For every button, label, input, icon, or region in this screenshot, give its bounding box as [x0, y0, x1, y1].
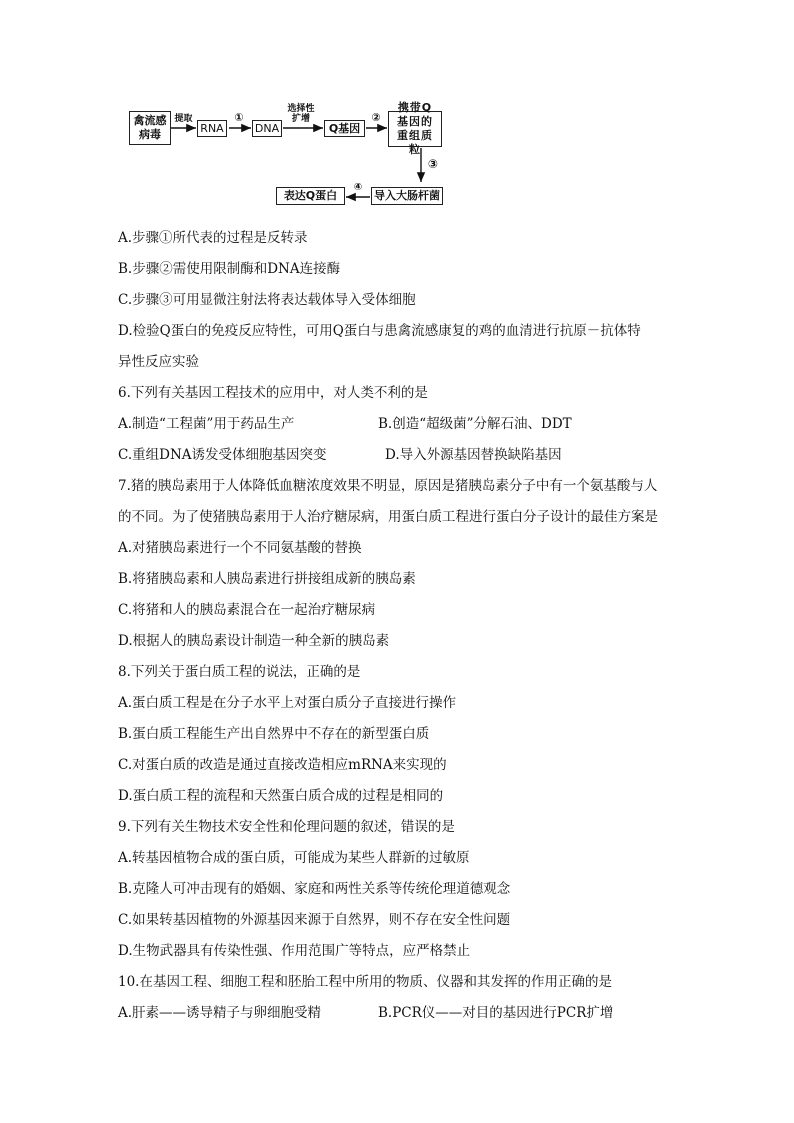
q8-option-d: D.蛋白质工程的流程和天然蛋白质合成的过程是相同的 [118, 788, 444, 804]
q10-option-b: B.PCR仪——对目的基因进行PCR扩增 [378, 1005, 614, 1021]
q10-stem: 10.在基因工程、细胞工程和胚胎工程中所用的物质、仪器和其发挥的作用正确的是 [118, 974, 612, 990]
q10-option-a: A.肝素——诱导精子与卵细胞受精 [118, 1005, 322, 1021]
q7-option-a: A.对猪胰岛素进行一个不同氨基酸的替换 [118, 540, 362, 556]
box-q-gene: Q基因 [324, 120, 365, 137]
label-step4: ④ [353, 182, 363, 193]
label-step1: ① [234, 111, 244, 124]
q9-option-a: A.转基因植物合成的蛋白质，可能成为某些人群新的过敏原 [118, 850, 470, 866]
q5-option-a: A.步骤①所代表的过程是反转录 [118, 230, 308, 246]
label-extract: 提取 [174, 114, 193, 124]
q8-option-b: B.蛋白质工程能生产出自然界中不存在的新型蛋白质 [118, 726, 430, 742]
label-step2: ② [371, 111, 381, 124]
q6-stem: 6.下列有关基因工程技术的应用中，对人类不利的是 [118, 385, 428, 401]
q5-option-d: D.检验Q蛋白的免疫反应特性，可用Q蛋白与患禽流感康复的鸡的血清进行抗原－抗体特 [118, 323, 641, 339]
q9-option-c: C.如果转基因植物的外源基因来源于自然界，则不存在安全性问题 [118, 912, 511, 928]
box-express: 表达Q蛋白 [276, 187, 345, 205]
box-virus: 禽流感病毒 [129, 111, 171, 145]
label-step3: ③ [427, 157, 439, 171]
box-plasmid: 携带Q基因的重组质粒 [388, 111, 442, 147]
q9-stem: 9.下列有关生物技术安全性和伦理问题的叙述，错误的是 [118, 819, 455, 835]
q8-stem: 8.下列关于蛋白质工程的说法，正确的是 [118, 664, 361, 680]
q7-option-d: D.根据人的胰岛素设计制造一种全新的胰岛素 [118, 633, 390, 649]
box-rna: RNA [197, 120, 227, 137]
q7-option-c: C.将猪和人的胰岛素混合在一起治疗糖尿病 [118, 602, 376, 618]
q5-option-c: C.步骤③可用显微注射法将表达载体导入受体细胞 [118, 292, 416, 308]
q7-stem: 7.猪的胰岛素用于人体降低血糖浓度效果不明显，原因是猪胰岛素分子中有一个氨基酸与人 [118, 478, 658, 494]
q7-option-b: B.将猪胰岛素和人胰岛素进行拼接组成新的胰岛素 [118, 571, 416, 587]
q8-option-c: C.对蛋白质的改造是通过直接改造相应mRNA来实现的 [118, 757, 447, 773]
q9-option-d: D.生物武器具有传染性强、作用范围广等特点，应严格禁止 [118, 943, 471, 959]
q5-option-d-cont: 异性反应实验 [118, 354, 199, 370]
q6-option-b: B.创造“超级菌”分解石油、DDT [378, 416, 572, 432]
flow-diagram [0, 0, 794, 220]
q6-option-c: C.重组DNA诱发受体细胞基因突变 [118, 447, 327, 463]
label-amplify: 选择性扩增 [287, 104, 315, 124]
q8-option-a: A.蛋白质工程是在分子水平上对蛋白质分子直接进行操作 [118, 695, 457, 711]
q7-stem-cont: 的不同。为了使猪胰岛素用于人治疗糖尿病，用蛋白质工程进行蛋白分子设计的最佳方案是 [118, 509, 658, 525]
q5-option-b: B.步骤②需使用限制酶和DNA连接酶 [118, 261, 341, 277]
q6-option-a: A.制造“工程菌”用于药品生产 [118, 416, 295, 432]
box-ecoli: 导入大肠杆菌 [371, 187, 443, 205]
q6-option-d: D.导入外源基因替换缺陷基因 [385, 447, 562, 463]
q9-option-b: B.克隆人可冲击现有的婚姻、家庭和两性关系等传统伦理道德观念 [118, 881, 511, 897]
box-dna: DNA [252, 120, 282, 137]
